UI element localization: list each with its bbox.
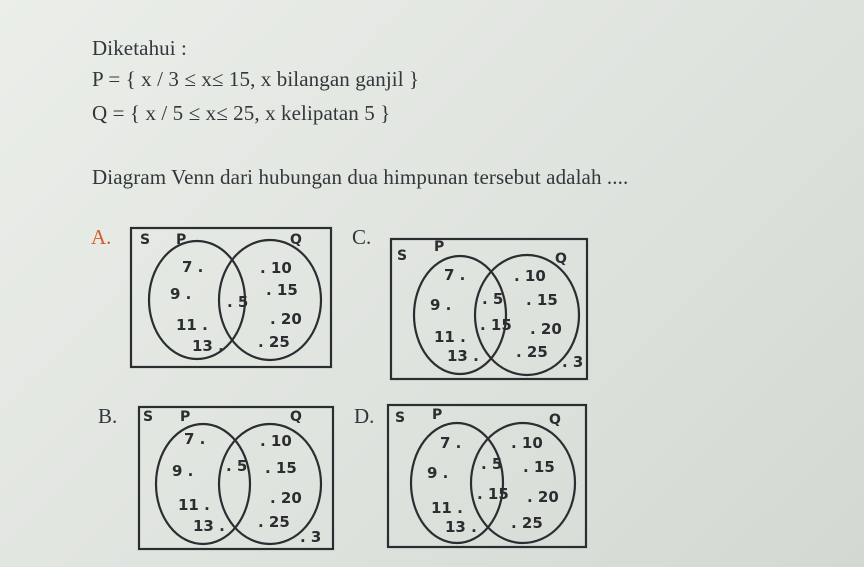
q-only-element: . 10 [514, 267, 546, 285]
intersection-element: . 5 [226, 457, 248, 475]
q-only-element: . 25 [511, 514, 543, 532]
universe-label: S [143, 409, 154, 425]
q-only-element: . 15 [266, 281, 298, 299]
set-q-label: Q [555, 251, 567, 267]
q-only-element: . 20 [270, 310, 302, 328]
p-only-element: 9 . [427, 464, 449, 482]
q-only-element: . 25 [258, 333, 290, 351]
option-c-label[interactable]: C. [352, 225, 372, 249]
p-only-element: 13 . [447, 347, 479, 365]
p-only-element: 9 . [170, 285, 192, 303]
set-q-label: Q [549, 412, 561, 428]
p-only-element: 9 . [172, 462, 194, 480]
given-heading: Diketahui : [92, 36, 187, 60]
outside-element: . 3 [300, 528, 322, 546]
universe-label: S [395, 410, 406, 426]
p-only-element: 13 . [445, 518, 477, 536]
option-d-venn-diagram[interactable] [387, 404, 591, 552]
set-p-label: P [176, 232, 187, 248]
outside-element: . 3 [562, 353, 584, 371]
q-only-element: . 10 [511, 434, 543, 452]
intersection-element: . 5 [481, 455, 503, 473]
p-only-element: 11 . [431, 499, 463, 517]
option-b-label[interactable]: B. [98, 404, 118, 428]
option-a-label[interactable]: A. [91, 225, 112, 249]
q-only-element: . 20 [270, 489, 302, 507]
set-q-label: Q [290, 232, 302, 248]
intersection-element: . 5 [227, 293, 249, 311]
p-only-element: 7 . [440, 434, 462, 452]
set-p-label: P [180, 409, 191, 425]
option-b-venn-diagram[interactable] [138, 406, 338, 552]
intersection-element: . 15 [477, 485, 509, 503]
p-only-element: 11 . [178, 496, 210, 514]
option-d-label[interactable]: D. [354, 404, 375, 428]
intersection-element: . 15 [480, 316, 512, 334]
p-only-element: 13 . [192, 337, 224, 355]
set-q-label: Q [290, 409, 302, 425]
q-only-element: . 15 [526, 291, 558, 309]
set-q-definition: Q = { x / 5 ≤ x≤ 25, x kelipatan 5 } [92, 101, 391, 125]
q-only-element: . 20 [527, 488, 559, 506]
q-only-element: . 20 [530, 320, 562, 338]
p-only-element: 9 . [430, 296, 452, 314]
option-c-venn-diagram[interactable] [390, 238, 590, 382]
question-text: Diagram Venn dari hubungan dua himpunan tersebut adalah .... [92, 165, 629, 189]
universe-label: S [140, 232, 151, 248]
p-only-element: 7 . [184, 430, 206, 448]
universe-label: S [397, 248, 408, 264]
p-only-element: 11 . [176, 316, 208, 334]
p-only-element: 11 . [434, 328, 466, 346]
option-a-venn-diagram[interactable] [130, 227, 336, 370]
intersection-element: . 5 [482, 290, 504, 308]
set-p-label: P [434, 239, 445, 255]
set-p-definition: P = { x / 3 ≤ x≤ 15, x bilangan ganjil } [92, 67, 420, 91]
p-only-element: 7 . [444, 266, 466, 284]
q-only-element: . 15 [265, 459, 297, 477]
q-only-element: . 10 [260, 259, 292, 277]
q-only-element: . 25 [516, 343, 548, 361]
p-only-element: 7 . [182, 258, 204, 276]
p-only-element: 13 . [193, 517, 225, 535]
q-only-element: . 10 [260, 432, 292, 450]
q-only-element: . 15 [523, 458, 555, 476]
set-p-label: P [432, 407, 443, 423]
q-only-element: . 25 [258, 513, 290, 531]
